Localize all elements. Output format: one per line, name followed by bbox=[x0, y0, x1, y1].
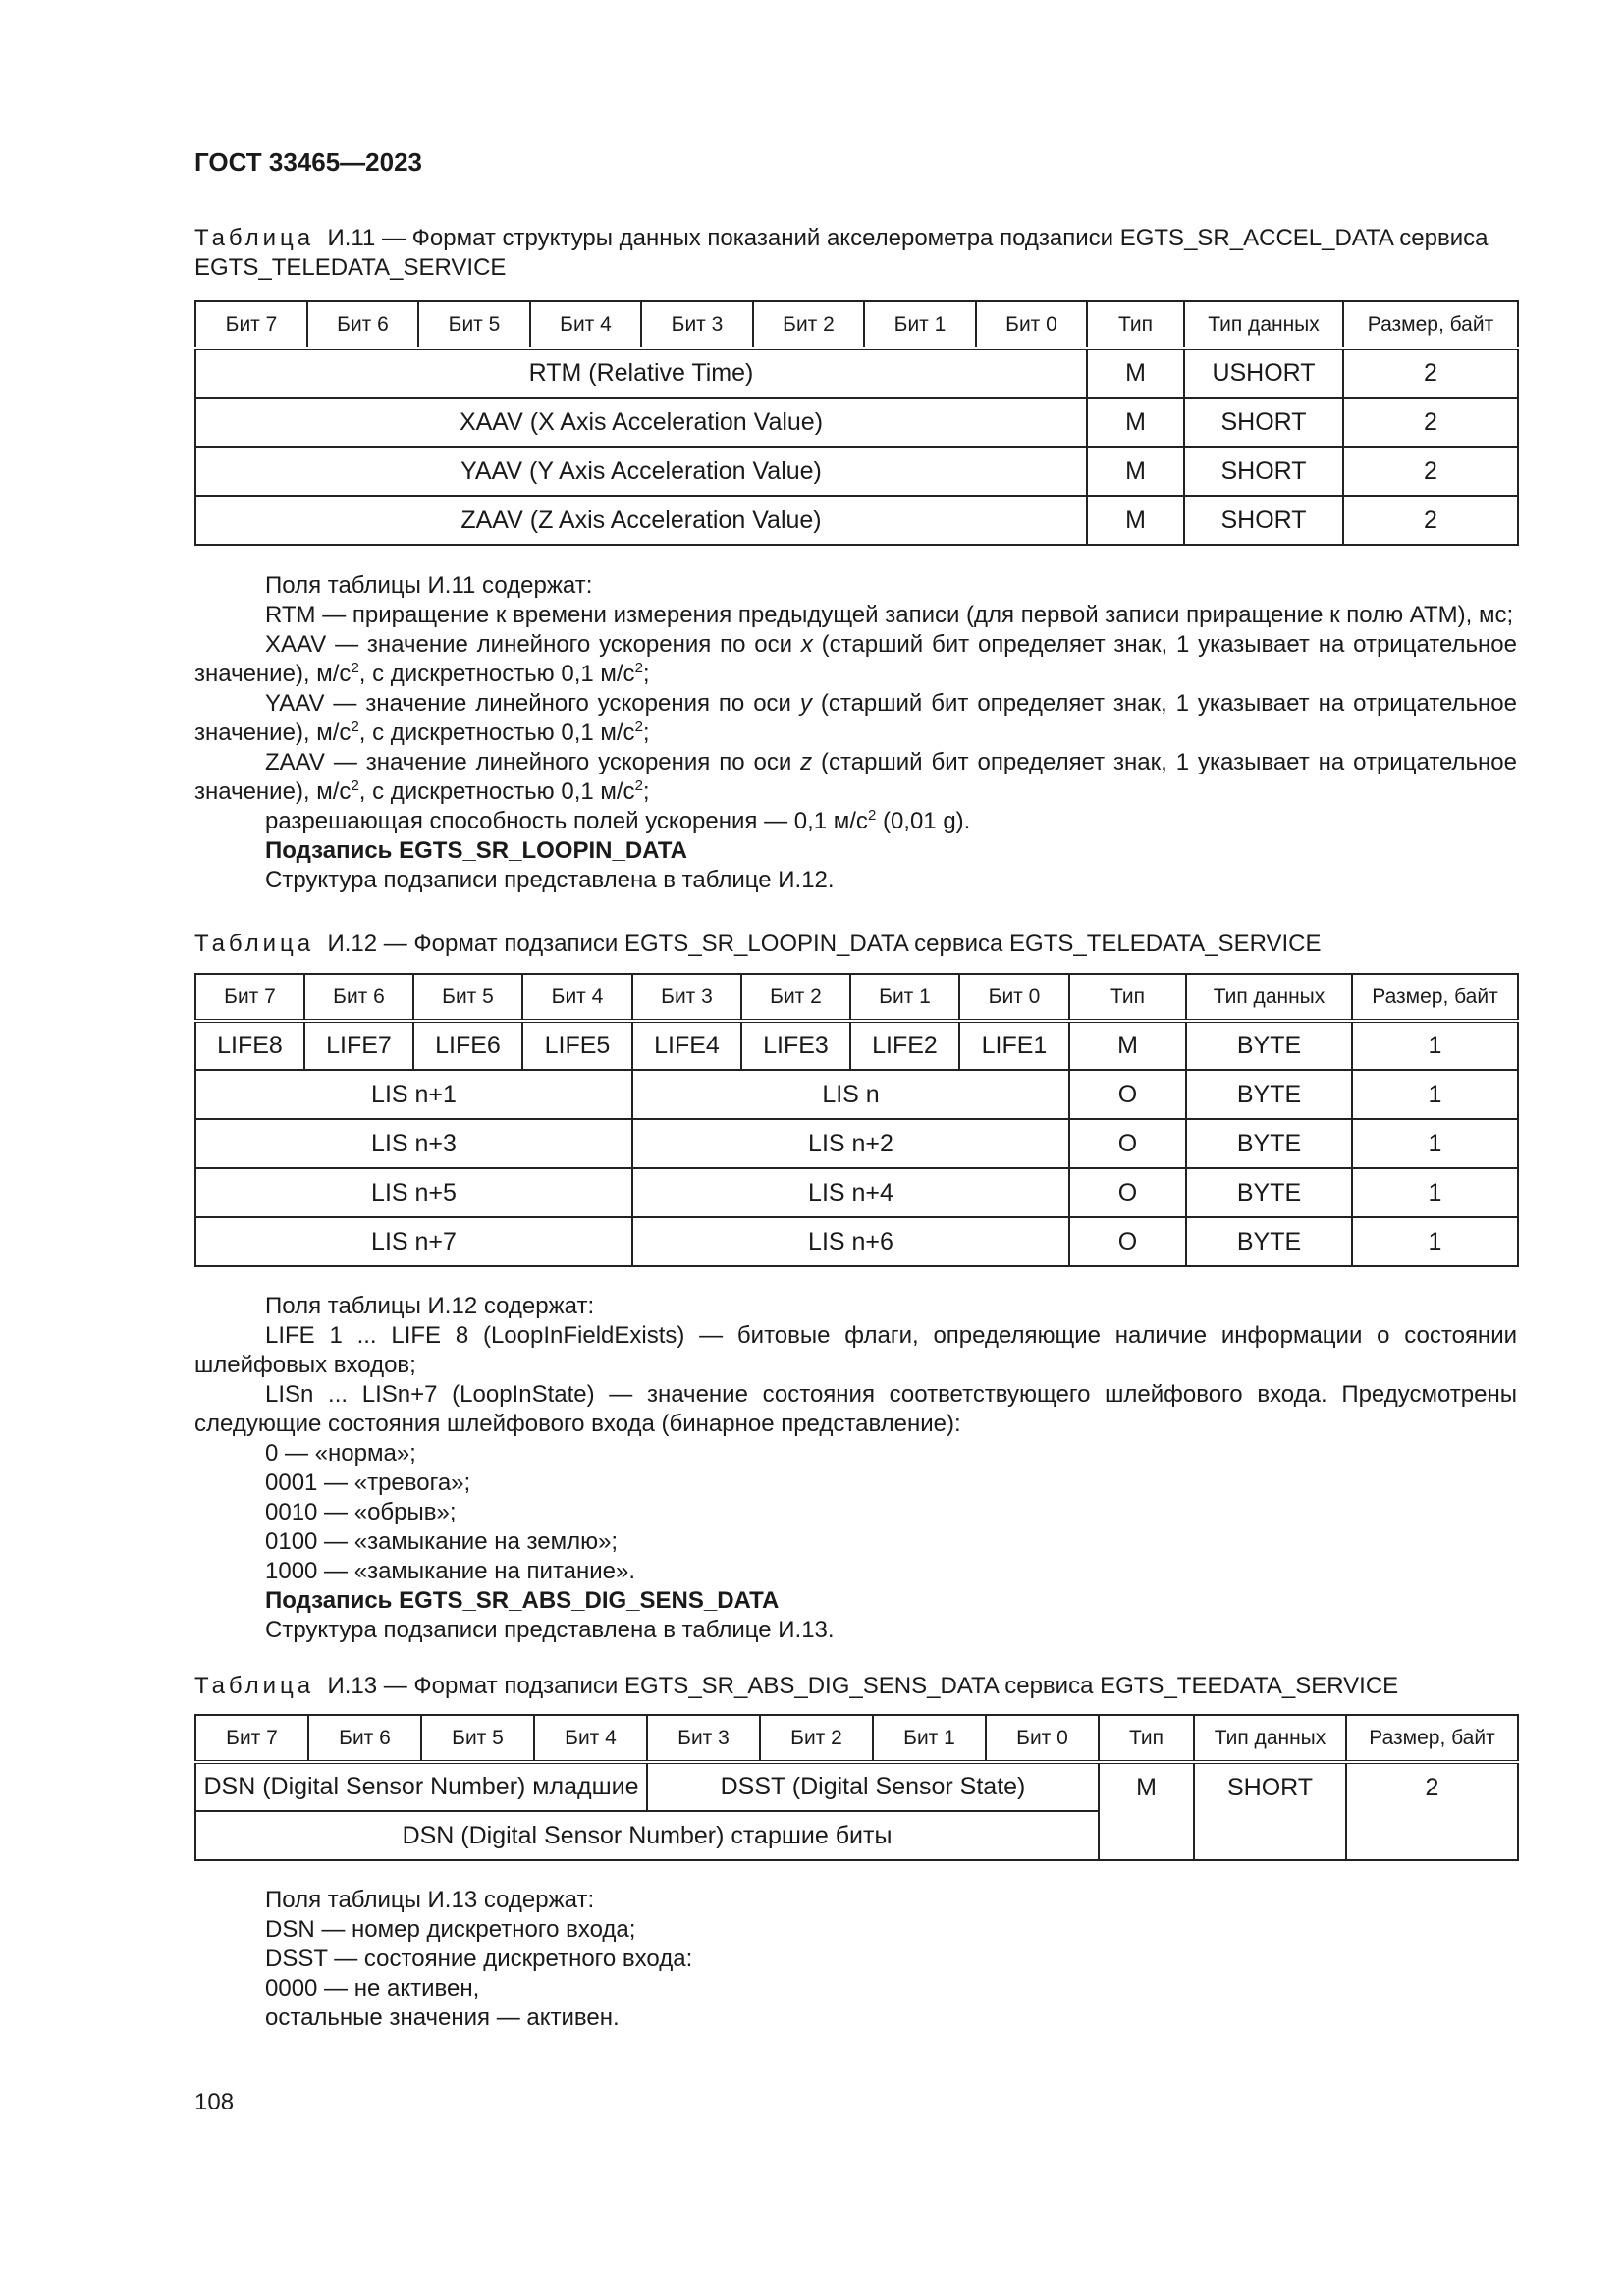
column-header: Бит 4 bbox=[530, 301, 641, 348]
table-12-caption-text: И.12 — Формат подзаписи EGTS_SR_LOOPIN_DATA сервиса EGTS_TELEDATA_SERVICE bbox=[327, 931, 1322, 957]
text-span: YAAV — значение линейного ускорения по оси bbox=[265, 690, 800, 717]
column-header: Бит 1 bbox=[873, 1715, 986, 1762]
type-cell: O bbox=[1069, 1070, 1186, 1119]
column-header: Бит 2 bbox=[753, 301, 864, 348]
life-flag-cell: LIFE1 bbox=[959, 1021, 1069, 1070]
size-cell: 1 bbox=[1352, 1217, 1518, 1266]
table-row bbox=[195, 1021, 1518, 1070]
table-12-header-row bbox=[195, 974, 1518, 1021]
life-flag-cell: LIFE8 bbox=[195, 1021, 304, 1070]
superscript: 2 bbox=[634, 660, 643, 676]
datatype-cell: SHORT bbox=[1184, 496, 1343, 545]
size-cell: 1 bbox=[1352, 1168, 1518, 1217]
datatype-cell: USHORT bbox=[1184, 348, 1343, 398]
lis-high-cell: LIS n+5 bbox=[195, 1168, 632, 1217]
datatype-cell: SHORT bbox=[1184, 447, 1343, 496]
column-header: Бит 3 bbox=[647, 1715, 760, 1762]
table-13-caption bbox=[194, 1672, 1515, 1701]
table-12-caption bbox=[194, 930, 1515, 959]
paragraph bbox=[194, 630, 1517, 689]
paragraph: Поля таблицы И.12 содержат: bbox=[265, 1293, 595, 1319]
paragraph bbox=[194, 689, 1517, 748]
column-header: Тип bbox=[1099, 1715, 1194, 1762]
text-span: , с дискретностью 0,1 м/с bbox=[358, 720, 635, 746]
column-header: Тип bbox=[1069, 974, 1186, 1021]
column-header: Тип данных bbox=[1194, 1715, 1346, 1762]
text-span: (старший бит определяет знак, 1 указывает на отрицательное значение), м/с bbox=[194, 631, 1517, 687]
column-header: Бит 4 bbox=[534, 1715, 647, 1762]
type-cell: M bbox=[1069, 1021, 1186, 1070]
text-span: разрешающая способность полей ускорения — 0,1 м/с bbox=[265, 808, 868, 834]
column-header: Бит 1 bbox=[850, 974, 959, 1021]
datatype-cell: BYTE bbox=[1186, 1217, 1352, 1266]
size-cell: 2 bbox=[1343, 348, 1518, 398]
axis-letter: z bbox=[800, 749, 813, 775]
datatype-cell: BYTE bbox=[1186, 1168, 1352, 1217]
table-13-header-row bbox=[195, 1715, 1518, 1762]
table-row bbox=[195, 1119, 1518, 1168]
text-span: (старший бит определяет знак, 1 указывает на отрицательное значение), м/с bbox=[194, 749, 1518, 805]
type-cell: O bbox=[1069, 1217, 1186, 1266]
paragraph bbox=[194, 748, 1517, 807]
table-11-caption-text: И.11 — Формат структуры данных показаний акселерометра подзаписи EGTS_SR_ACCEL_DATA сервиса EGTS_TELEDATA_SERVICE bbox=[194, 225, 1489, 281]
text-span: ZAAV — значение линейного ускорения по оси bbox=[265, 749, 801, 775]
text-span: , с дискретностью 0,1 м/с bbox=[358, 661, 635, 687]
axis-letter: x bbox=[800, 631, 813, 658]
lis-high-cell: LIS n+1 bbox=[195, 1070, 632, 1119]
paragraph: Поля таблицы И.13 содержат: bbox=[265, 1887, 595, 1913]
text-span: ; bbox=[642, 661, 650, 687]
table-11-header-row bbox=[195, 301, 1518, 348]
text-span: (0,01 g). bbox=[876, 808, 971, 834]
size-cell: 2 bbox=[1346, 1762, 1518, 1860]
column-header: Бит 0 bbox=[986, 1715, 1099, 1762]
life-flag-cell: LIFE3 bbox=[741, 1021, 850, 1070]
table-row bbox=[195, 1217, 1518, 1266]
type-cell: M bbox=[1087, 348, 1184, 398]
life-flag-cell: LIFE6 bbox=[413, 1021, 522, 1070]
column-header: Бит 1 bbox=[864, 301, 976, 348]
table-word: Таблица bbox=[194, 1673, 315, 1699]
paragraph: RTM — приращение к времени измерения предыдущей записи (для первой записи приращение к полю ATM), мс; bbox=[265, 602, 1514, 628]
table-row bbox=[195, 398, 1518, 447]
document-header: ГОСТ 33465—2023 bbox=[194, 147, 422, 177]
lis-low-cell: LIS n+4 bbox=[632, 1168, 1069, 1217]
superscript: 2 bbox=[634, 777, 643, 794]
type-cell: M bbox=[1087, 496, 1184, 545]
type-cell: M bbox=[1099, 1762, 1194, 1860]
paragraph: 0000 — не активен, bbox=[265, 1975, 480, 2002]
size-cell: 1 bbox=[1352, 1119, 1518, 1168]
paragraph: остальные значения — активен. bbox=[265, 2004, 620, 2031]
dsn-low-cell: DSN (Digital Sensor Number) младшие bbox=[195, 1762, 647, 1811]
life-flag-cell: LIFE2 bbox=[850, 1021, 959, 1070]
text-span: (старший бит определяет знак, 1 указывает на отрицательное значение), м/с bbox=[194, 690, 1517, 746]
lis-high-cell: LIS n+3 bbox=[195, 1119, 632, 1168]
table-row bbox=[195, 447, 1518, 496]
column-header: Бит 4 bbox=[522, 974, 632, 1021]
paragraph bbox=[194, 807, 1517, 836]
column-header: Бит 6 bbox=[304, 974, 413, 1021]
size-cell: 1 bbox=[1352, 1070, 1518, 1119]
size-cell: 2 bbox=[1343, 398, 1518, 447]
column-header: Бит 0 bbox=[959, 974, 1069, 1021]
dsst-cell: DSST (Digital Sensor State) bbox=[647, 1762, 1099, 1811]
table-row bbox=[195, 1168, 1518, 1217]
type-cell: M bbox=[1087, 398, 1184, 447]
superscript: 2 bbox=[867, 807, 877, 824]
table-word: Таблица bbox=[194, 931, 315, 957]
state-item: 1000 — «замыкание на питание». bbox=[265, 1558, 635, 1584]
state-item: 0 — «норма»; bbox=[265, 1440, 416, 1467]
page-number: 108 bbox=[194, 2089, 235, 2115]
paragraph: Структура подзаписи представлена в таблице И.13. bbox=[265, 1617, 835, 1643]
type-cell: O bbox=[1069, 1168, 1186, 1217]
subrecord-heading: Подзапись EGTS_SR_ABS_DIG_SENS_DATA bbox=[265, 1587, 780, 1614]
table-12 bbox=[194, 973, 1519, 1267]
superscript: 2 bbox=[351, 660, 359, 676]
column-header: Бит 7 bbox=[195, 301, 307, 348]
column-header: Бит 5 bbox=[418, 301, 530, 348]
table-13 bbox=[194, 1714, 1519, 1861]
table-13-description bbox=[194, 1886, 1517, 2033]
field-cell: RTM (Relative Time) bbox=[195, 348, 1087, 398]
size-cell: 1 bbox=[1352, 1021, 1518, 1070]
lis-low-cell: LIS n bbox=[632, 1070, 1069, 1119]
column-header: Бит 5 bbox=[413, 974, 522, 1021]
column-header: Тип данных bbox=[1186, 974, 1352, 1021]
superscript: 2 bbox=[351, 719, 359, 735]
state-item: 0010 — «обрыв»; bbox=[265, 1499, 457, 1525]
datatype-cell: BYTE bbox=[1186, 1021, 1352, 1070]
column-header: Бит 3 bbox=[641, 301, 753, 348]
lis-high-cell: LIS n+7 bbox=[195, 1217, 632, 1266]
column-header: Бит 3 bbox=[632, 974, 741, 1021]
field-cell: YAAV (Y Axis Acceleration Value) bbox=[195, 447, 1087, 496]
column-header: Бит 2 bbox=[760, 1715, 873, 1762]
text-span: , с дискретностью 0,1 м/с bbox=[358, 778, 635, 805]
state-item: 0100 — «замыкание на землю»; bbox=[265, 1528, 619, 1555]
column-header: Бит 6 bbox=[307, 301, 418, 348]
table-11 bbox=[194, 300, 1519, 546]
state-item: 0001 — «тревога»; bbox=[265, 1469, 471, 1496]
lis-low-cell: LIS n+2 bbox=[632, 1119, 1069, 1168]
table-row bbox=[195, 348, 1518, 398]
column-header: Тип данных bbox=[1184, 301, 1343, 348]
column-header: Бит 5 bbox=[421, 1715, 534, 1762]
table-row bbox=[195, 496, 1518, 545]
column-header: Размер, байт bbox=[1352, 974, 1518, 1021]
table-word: Таблица bbox=[194, 225, 315, 251]
table-12-description bbox=[194, 1292, 1517, 1645]
life-flag-cell: LIFE4 bbox=[632, 1021, 741, 1070]
life-flag-cell: LIFE7 bbox=[304, 1021, 413, 1070]
column-header: Бит 2 bbox=[741, 974, 850, 1021]
subrecord-heading: Подзапись EGTS_SR_LOOPIN_DATA bbox=[265, 837, 687, 864]
paragraph: LISn ... LISn+7 (LoopInState) — значение состояния соответствующего шлейфового входа. Предусмотрены следующие состояния шлейфового входа (бинарное представление): bbox=[194, 1381, 1517, 1437]
paragraph: DSN — номер дискретного входа; bbox=[265, 1916, 636, 1943]
field-cell: XAAV (X Axis Acceleration Value) bbox=[195, 398, 1087, 447]
table-11-description bbox=[194, 571, 1517, 895]
column-header: Бит 6 bbox=[308, 1715, 421, 1762]
axis-letter: y bbox=[799, 690, 812, 717]
table-row bbox=[195, 1070, 1518, 1119]
table-13-caption-text: И.13 — Формат подзаписи EGTS_SR_ABS_DIG_SENS_DATA сервиса EGTS_TEEDATA_SERVICE bbox=[327, 1673, 1399, 1699]
text-span: ; bbox=[642, 778, 650, 805]
column-header: Бит 7 bbox=[195, 974, 304, 1021]
superscript: 2 bbox=[634, 719, 643, 735]
datatype-cell: BYTE bbox=[1186, 1070, 1352, 1119]
paragraph: LIFE 1 ... LIFE 8 (LoopInFieldExists) — битовые флаги, определяющие наличие информации о состоянии шлейфовых входов; bbox=[194, 1322, 1517, 1378]
column-header: Бит 7 bbox=[195, 1715, 308, 1762]
column-header: Размер, байт bbox=[1343, 301, 1518, 348]
datatype-cell: BYTE bbox=[1186, 1119, 1352, 1168]
table-row bbox=[195, 1762, 1518, 1811]
life-flag-cell: LIFE5 bbox=[522, 1021, 632, 1070]
type-cell: M bbox=[1087, 447, 1184, 496]
column-header: Размер, байт bbox=[1346, 1715, 1518, 1762]
paragraph: Структура подзаписи представлена в таблице И.12. bbox=[265, 867, 835, 893]
lis-low-cell: LIS n+6 bbox=[632, 1217, 1069, 1266]
size-cell: 2 bbox=[1343, 447, 1518, 496]
superscript: 2 bbox=[351, 777, 359, 794]
type-cell: O bbox=[1069, 1119, 1186, 1168]
dsn-high-cell: DSN (Digital Sensor Number) старшие биты bbox=[195, 1811, 1099, 1860]
datatype-cell: SHORT bbox=[1194, 1762, 1346, 1860]
datatype-cell: SHORT bbox=[1184, 398, 1343, 447]
paragraph: DSST — состояние дискретного входа: bbox=[265, 1946, 693, 1972]
table-11-caption bbox=[194, 224, 1515, 283]
column-header: Бит 0 bbox=[976, 301, 1087, 348]
text-span: ; bbox=[642, 720, 650, 746]
paragraph: Поля таблицы И.11 содержат: bbox=[265, 572, 593, 599]
field-cell: ZAAV (Z Axis Acceleration Value) bbox=[195, 496, 1087, 545]
text-span: XAAV — значение линейного ускорения по оси bbox=[265, 631, 801, 658]
size-cell: 2 bbox=[1343, 496, 1518, 545]
column-header: Тип bbox=[1087, 301, 1184, 348]
